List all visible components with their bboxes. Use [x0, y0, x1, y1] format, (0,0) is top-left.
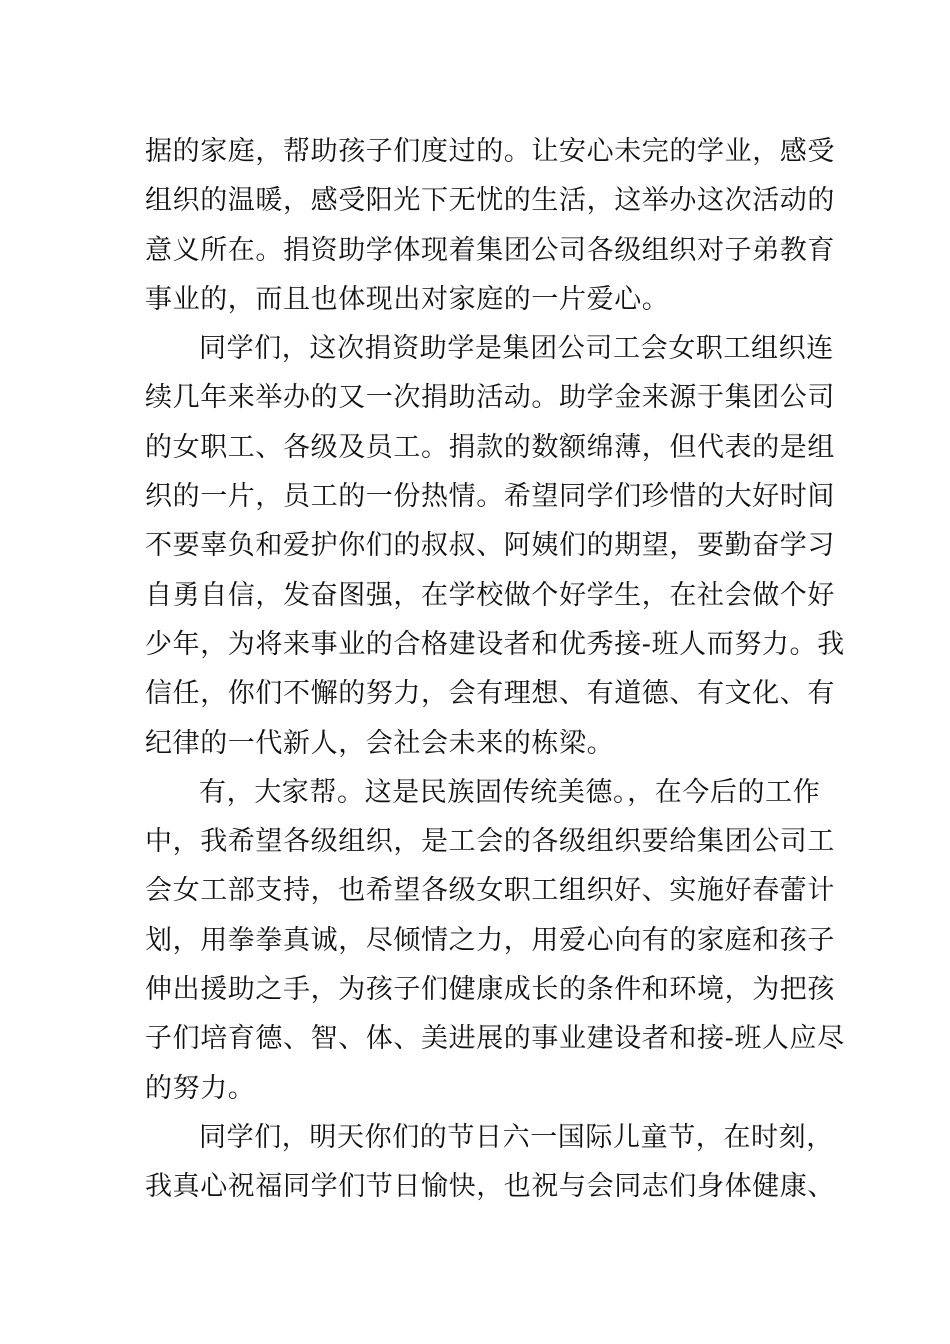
text-line: 纪律的一代新人，会社会未来的栋梁。 — [145, 727, 615, 759]
text-line: 划，用拳拳真诚，尽倾情之力，用爱心向有的家庭和孩子 — [145, 924, 835, 956]
text-line: 少年，为将来事业的合格建设者和优秀接-班人而努力。我 — [145, 628, 845, 660]
text-line: 织的一片，员工的一份热情。希望同学们珍惜的大好时间 — [145, 481, 835, 513]
text-line: 会女工部支持，也希望各级女职工组织好、实施好春蕾计 — [145, 875, 835, 907]
paragraph-3 — [145, 768, 845, 1113]
text-line: 中，我希望各级组织，是工会的各级组织要给集团公司工 — [145, 826, 835, 858]
paragraph-2 — [145, 324, 845, 768]
text-line: 不要辜负和爱护你们的叔叔、阿姨们的期望，要勤奋学习 — [145, 530, 835, 562]
text-line: 意义所在。捐资助学体现着集团公司各级组织对子弟教育 — [145, 234, 835, 266]
text-line: 组织的温暖，感受阳光下无忧的生活，这举办这次活动的 — [145, 185, 835, 217]
text-line: 的女职工、各级及员工。捐款的数额绵薄，但代表的是组 — [145, 431, 835, 463]
text-line: 的努力。 — [145, 1072, 256, 1104]
document-body — [145, 127, 845, 1212]
text-line: 同学们，这次捐资助学是集团公司工会女职工组织连 — [199, 333, 834, 365]
text-line: 自勇自信，发奋图强，在学校做个好学生，在社会做个好 — [145, 579, 835, 611]
text-line: 信任，你们不懈的努力，会有理想、有道德、有文化、有 — [145, 678, 835, 710]
paragraph-1 — [145, 127, 835, 324]
text-line: 同学们，明天你们的节日六一国际儿童节，在时刻， — [199, 1121, 834, 1153]
text-line: 有，大家帮。这是民族固传统美德。，在今后的工作 — [199, 776, 821, 808]
text-line: 续几年来举办的又一次捐助活动。助学金来源于集团公司 — [145, 382, 835, 414]
text-line: 事业的，而且也体现出对家庭的一片爱心。 — [145, 283, 670, 315]
text-line: 子们培育德、智、体、美进展的事业建设者和接-班人应尽 — [145, 1023, 845, 1055]
text-line: 据的家庭，帮助孩子们度过的。让安心未完的学业，感受 — [145, 136, 835, 167]
text-line: 伸出援助之手，为孩子们健康成长的条件和环境，为把孩 — [145, 974, 835, 1006]
paragraph-4 — [145, 1113, 835, 1212]
text-line: 我真心祝福同学们节日愉快，也祝与会同志们身体健康、 — [145, 1171, 835, 1203]
